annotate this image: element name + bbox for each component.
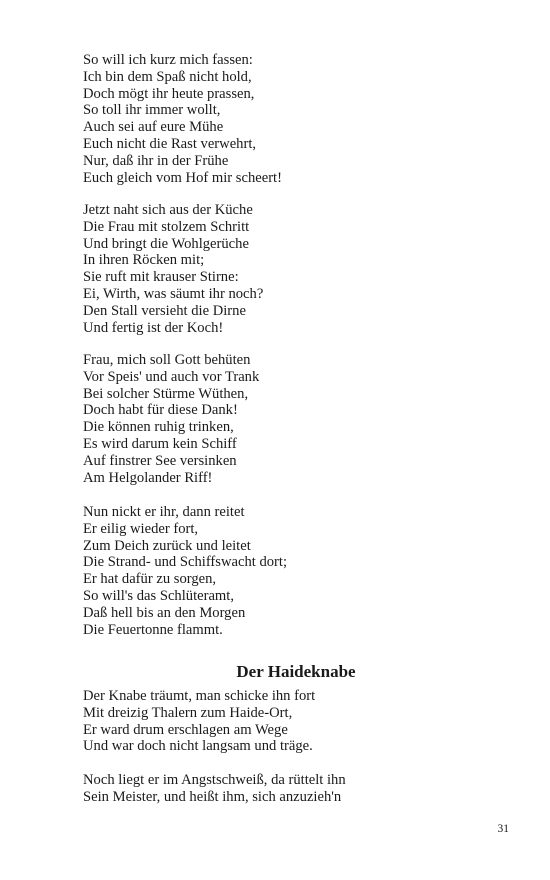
verse-line: Mit dreizig Thalern zum Haide-Ort, [83, 704, 293, 721]
verse-line: Der Knabe träumt, man schicke ihn fort [83, 688, 316, 704]
verse-line: Und bringt die Wohlgerüche [83, 235, 249, 252]
verse-line: Ei, Wirth, was säumt ihr noch? [83, 285, 264, 302]
verse-line: Auf finstrer See versinken [83, 452, 237, 469]
poem2-stanza-2 [83, 772, 346, 806]
verse-line: Daß hell bis an den Morgen [83, 604, 246, 621]
verse-line: Jetzt naht sich aus der Küche [83, 202, 253, 218]
verse-line: Er hat dafür zu sorgen, [83, 571, 217, 588]
poem-title: Der Haideknabe [236, 662, 356, 681]
verse-line: So will ich kurz mich fassen: [83, 52, 253, 68]
verse-line: Euch nicht die Rast verwehrt, [83, 135, 257, 152]
verse-line: Doch habt für diese Dank! [83, 402, 238, 419]
verse-line: Euch gleich vom Hof mir scheert! [83, 169, 282, 186]
verse-line: So toll ihr immer wollt, [83, 102, 221, 119]
verse-line: Zum Deich zurück und leitet [83, 537, 251, 554]
verse-line: Den Stall versieht die Dirne [83, 302, 246, 319]
verse-line: Am Helgolander Riff! [83, 469, 213, 486]
poem1-stanza-1 [83, 52, 282, 186]
poem1-stanza-4 [83, 504, 287, 638]
verse-line: Es wird darum kein Schiff [83, 435, 237, 452]
verse-line: Frau, mich soll Gott behüten [83, 352, 251, 368]
verse-line: Die Frau mit stolzem Schritt [83, 218, 250, 235]
poem1-stanza-2 [83, 202, 263, 336]
verse-line: Nur, daß ihr in der Frühe [83, 152, 229, 169]
verse-line: Die können ruhig trinken, [83, 419, 234, 436]
page-number: 31 [497, 823, 509, 835]
verse-line: Und war doch nicht langsam und träge. [83, 738, 313, 755]
verse-line: Auch sei auf eure Mühe [83, 119, 224, 136]
verse-line: Er ward drum erschlagen am Wege [83, 721, 288, 738]
verse-line: Die Strand- und Schiffswacht dort; [83, 554, 288, 571]
verse-line: Er eilig wieder fort, [83, 520, 199, 537]
verse-line: Sein Meister, und heißt ihm, sich anzuzieh'n [83, 788, 342, 805]
poem1-stanza-3 [83, 352, 259, 486]
verse-line: Nun nickt er ihr, dann reitet [83, 504, 245, 520]
verse-line: Noch liegt er im Angstschweiß, da rüttelt ihn [83, 772, 346, 788]
verse-line: Die Feuertonne flammt. [83, 621, 223, 638]
verse-line: In ihren Röcken mit; [83, 252, 205, 269]
verse-line: Und fertig ist der Koch! [83, 319, 224, 336]
verse-line: So will's das Schlüteramt, [83, 587, 234, 604]
poem2-stanza-1 [83, 688, 315, 755]
verse-line: Ich bin dem Spaß nicht hold, [83, 68, 252, 85]
verse-line: Sie ruft mit krauser Stirne: [83, 269, 239, 286]
verse-line: Doch mögt ihr heute prassen, [83, 85, 255, 102]
verse-line: Vor Speis' und auch vor Trank [83, 368, 260, 385]
verse-line: Bei solcher Stürme Wüthen, [83, 385, 249, 402]
